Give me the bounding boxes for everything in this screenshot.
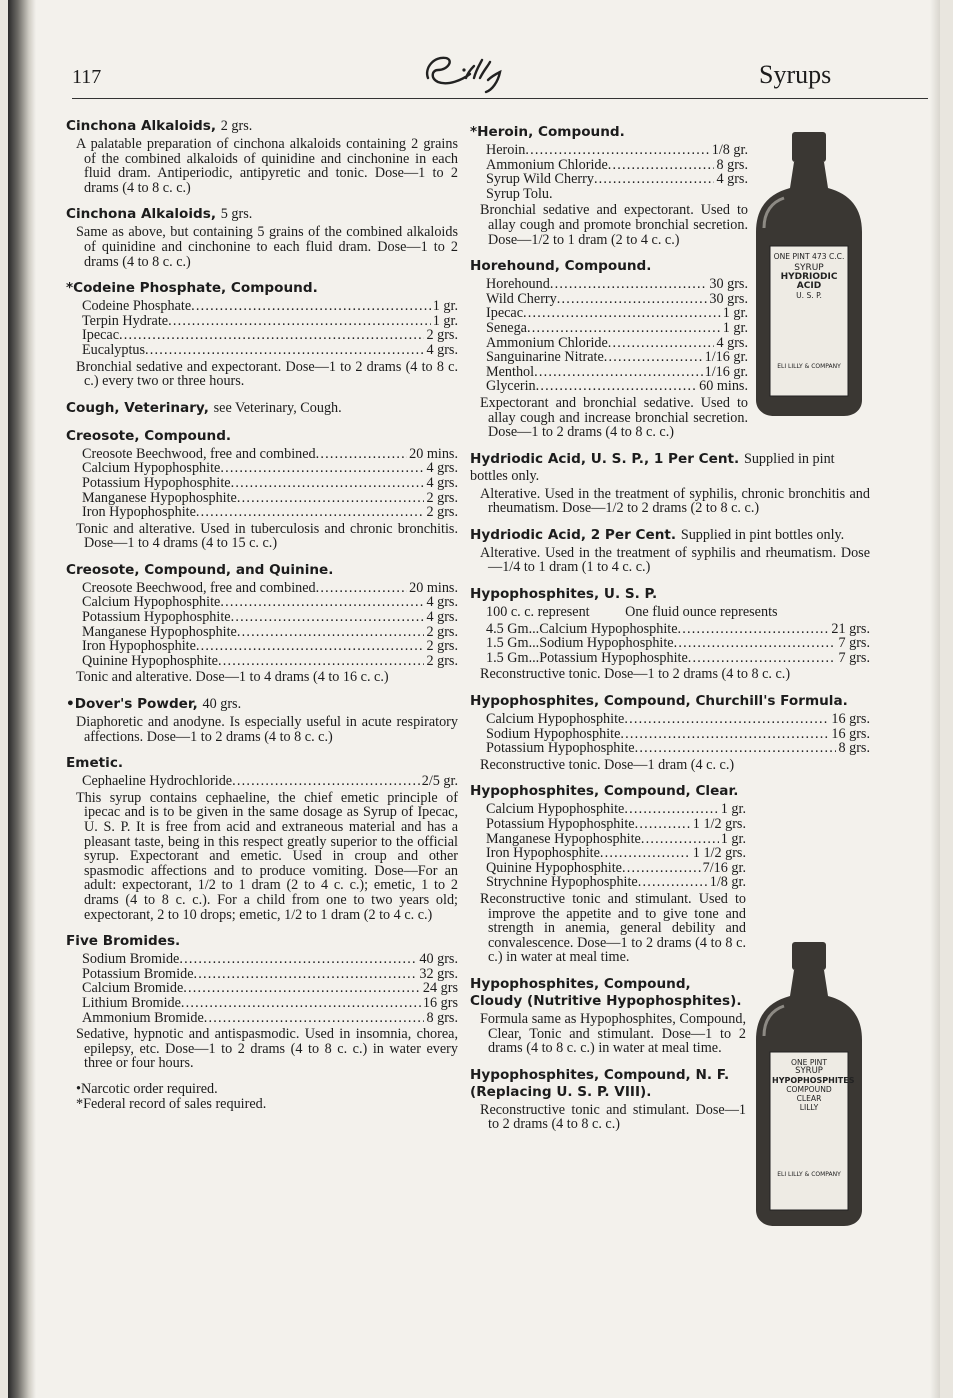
- product-title: [470, 451, 870, 485]
- ingredient-row: [82, 952, 458, 967]
- dot-leader: [635, 817, 691, 832]
- dot-leader: [119, 328, 424, 343]
- product-title: [66, 118, 458, 135]
- ingredient-row: [82, 981, 458, 996]
- product-title-note: Supplied in pint bottles only.: [470, 450, 835, 484]
- ingredient-amount: 4 grs.: [426, 475, 458, 491]
- product-title: [66, 696, 458, 713]
- product-title: [66, 400, 458, 417]
- ingredient-amount: 16 grs: [422, 995, 458, 1011]
- formula-preamble: 100 c. c. represent One fluid ounce represents: [486, 604, 778, 621]
- ingredient-row: [82, 1011, 458, 1026]
- dot-leader: [624, 712, 829, 727]
- ingredient-amount: 24 grs: [422, 981, 458, 996]
- product-name: Cough, Veterinary,: [66, 399, 209, 416]
- ingredient-name: 1.5 Gm...Sodium Hypophosphite: [486, 636, 674, 651]
- product-name: Hypophosphites, U. S. P.: [470, 586, 658, 603]
- dot-leader: [196, 639, 425, 654]
- dot-leader: [534, 365, 703, 380]
- bottle-label-line: ELI LILLY & COMPANY: [777, 1171, 841, 1178]
- bottle-hypophosphites: [750, 938, 868, 1228]
- dot-leader: [635, 741, 837, 756]
- ingredient-row: [82, 299, 458, 314]
- ingredient-name: Wild Cherry: [486, 291, 557, 307]
- product-name: Creosote, Compound.: [66, 427, 232, 444]
- ingredient-row: [82, 581, 458, 596]
- product-description: Expectorant and bronchial sedative. Used to allay cough and increase bronchial secretion. Dose—1 to 2 drams (4 to 8 c. c.): [480, 394, 748, 441]
- ingredient-amount: 2 grs.: [426, 624, 458, 640]
- ingredient-amount: 30 grs.: [709, 291, 748, 307]
- product-name: Hypophosphites, Compound, Cloudy (Nutritive Hypophosphites).: [470, 975, 742, 1009]
- ingredient-amount: 1 gr.: [432, 313, 458, 329]
- ingredient-amount: 2 grs.: [426, 328, 458, 343]
- ingredient-list: [66, 581, 458, 669]
- ingredient-row: [486, 277, 748, 292]
- ingredient-row: [82, 595, 458, 610]
- ingredient-amount: 2 grs.: [426, 653, 458, 669]
- product-title-note: 5 grs.: [220, 206, 253, 223]
- dot-leader: [604, 350, 703, 365]
- ingredient-amount: 4 grs.: [426, 342, 458, 358]
- dot-leader: [220, 461, 424, 476]
- ingredient-name: Ammonium Bromide: [82, 1010, 204, 1026]
- ingredient-name: Strychnine Hypophosphite: [486, 875, 638, 890]
- ingredient-row: [82, 343, 458, 358]
- product-entry: [470, 124, 748, 247]
- ingredient-name: Eucalyptus: [82, 342, 146, 358]
- ingredient-list: [66, 299, 458, 357]
- ingredient-amount: 7/16 gr.: [702, 860, 746, 876]
- product-entry: [470, 693, 870, 772]
- product-title: [470, 976, 746, 1010]
- ingredient-name: Glycerin: [486, 379, 536, 394]
- ingredient-row: [82, 639, 458, 654]
- product-description: Alterative. Used in the treatment of syphilis and rheumatism. Dose—1/4 to 1 dram (1 to 4 c. c.): [480, 544, 870, 576]
- ingredient-name: Syrup Wild Cherry: [486, 172, 594, 187]
- bottle-label-line: HYDRIODIC ACID: [780, 272, 838, 291]
- ingredient-name: Calcium Hypophosphite: [82, 595, 221, 611]
- dot-leader: [196, 505, 425, 520]
- page-number: 117: [72, 66, 102, 88]
- ingredient-name: Iron Hypophosphite: [82, 639, 196, 654]
- ingredient-name: Ammonium Chloride: [486, 157, 608, 173]
- bottle-label: [772, 252, 846, 371]
- product-description: Reconstructive tonic and stimulant. Dose—1 to 2 drams (4 to 8 c. c.): [480, 1101, 746, 1133]
- ingredient-name: 1.5 Gm...Potassium Hypophosphite: [486, 650, 688, 666]
- ingredient-amount: 1 gr.: [720, 802, 746, 817]
- product-name: Cinchona Alkaloids,: [66, 118, 217, 134]
- product-title: [470, 1067, 746, 1101]
- dot-leader: [181, 996, 421, 1011]
- bottle-hydriodic-acid: [750, 128, 868, 418]
- product-title-note: 2 grs.: [220, 118, 253, 134]
- product-name: *Codeine Phosphate, Compound.: [66, 280, 318, 297]
- dot-leader: [620, 727, 829, 742]
- book-spine-shadow: [8, 0, 36, 1398]
- product-description: Sedative, hypnotic and antispasmodic. Used in insomnia, chorea, epilepsy, etc. Dose—1 to 2 drams (4 to 8 c. c.) in water every three or four hours.: [76, 1026, 458, 1072]
- product-title: [470, 527, 870, 544]
- ingredient-row: [486, 321, 748, 336]
- ingredient-name: Quinine Hypophosphite: [82, 653, 218, 669]
- ingredient-row: [486, 306, 748, 321]
- ingredient-name: Heroin: [486, 143, 526, 158]
- ingredient-name: Creosote Beechwood, free and combined: [82, 580, 316, 596]
- ingredient-row: [486, 622, 870, 637]
- product-description: Alterative. Used in the treatment of syphilis, chronic bronchitis and rheumatism. Dose—1/2 to 2 drams (2 to 8 c. c.): [480, 485, 870, 517]
- ingredient-amount: 4 grs.: [426, 461, 458, 476]
- product-title: [470, 693, 870, 710]
- product-name: Emetic.: [66, 755, 124, 772]
- product-title: [470, 586, 870, 603]
- ingredient-name: Manganese Hypophosphite: [82, 624, 237, 640]
- ingredient-name: Lithium Bromide: [82, 995, 181, 1011]
- ingredient-name: Manganese Hypophosphite: [486, 831, 641, 847]
- dot-leader: [523, 306, 721, 321]
- product-entry: [470, 527, 870, 575]
- dot-leader: [237, 625, 425, 640]
- product-title-note: 40 grs.: [202, 696, 242, 713]
- bottle-label-line: COMPOUND: [786, 1085, 832, 1094]
- dot-leader: [179, 952, 417, 967]
- ingredient-row: [82, 774, 458, 789]
- bottle-label-line: U. S. P.: [796, 291, 822, 300]
- ingredient-amount: 30 grs.: [709, 277, 748, 292]
- dot-leader: [145, 343, 424, 358]
- product-name: Hydriodic Acid, U. S. P., 1 Per Cent.: [470, 450, 740, 467]
- footnotes: [66, 1082, 458, 1111]
- ingredient-amount: 8 grs.: [716, 157, 748, 173]
- product-name: Hypophosphites, Compound, Churchill's Formula.: [470, 693, 848, 710]
- product-description: Bronchial sedative and expectorant. Dose—1 to 2 drams (4 to 8 c. c.) every two or three hours.: [76, 358, 458, 390]
- ingredient-amount: 2 grs.: [426, 639, 458, 654]
- ingredient-amount: 2 grs.: [426, 490, 458, 506]
- ingredient-name: Calcium Hypophosphite: [82, 461, 221, 476]
- dot-leader: [594, 172, 715, 187]
- product-title: [66, 933, 458, 950]
- product-entry: [470, 451, 870, 516]
- dot-leader: [608, 158, 715, 173]
- ingredient-row: [82, 328, 458, 343]
- product-title: [66, 206, 458, 223]
- ingredient-name: Ipecac: [82, 328, 120, 343]
- ingredient-row: [486, 187, 748, 202]
- ingredient-name: Manganese Hypophosphite: [82, 490, 237, 506]
- ingredient-amount: 4 grs.: [426, 595, 458, 611]
- product-name: Hydriodic Acid, 2 Per Cent.: [470, 526, 677, 543]
- ingredient-row: [486, 336, 748, 351]
- product-entry: [66, 400, 458, 417]
- dot-leader: [316, 581, 408, 596]
- ingredient-name: Codeine Phosphate: [82, 299, 192, 314]
- dot-leader: [550, 277, 708, 292]
- product-entry: [66, 933, 458, 1071]
- product-entry: [66, 428, 458, 551]
- ingredient-amount: 1/16 gr.: [704, 350, 748, 365]
- dot-leader: [525, 143, 709, 158]
- ingredient-row: [486, 292, 748, 307]
- product-title: [470, 783, 746, 800]
- bottle-label-line: SYRUP: [794, 263, 824, 273]
- product-entry: [470, 1067, 746, 1132]
- product-entry: [470, 976, 746, 1056]
- product-entry: [66, 562, 458, 685]
- ingredient-amount: 21 grs.: [831, 621, 870, 637]
- dot-leader: [608, 336, 715, 351]
- ingredient-name: Senega: [486, 320, 527, 336]
- ingredient-row: [82, 996, 458, 1011]
- ingredient-name: Ipecac: [486, 306, 524, 321]
- ingredient-row: [486, 636, 870, 651]
- bottle-label-line: CLEAR: [796, 1094, 822, 1103]
- ingredient-amount: 2/5 gr.: [421, 774, 458, 789]
- product-entry: [66, 206, 458, 269]
- ingredient-amount: 1 gr.: [720, 831, 746, 847]
- product-entry: [66, 696, 458, 744]
- dot-leader: [220, 595, 424, 610]
- ingredient-row: [486, 817, 746, 832]
- ingredient-row: [486, 712, 870, 727]
- ingredient-row: [82, 654, 458, 669]
- ingredient-list: [470, 712, 870, 756]
- product-description: Tonic and alterative. Dose—1 to 4 drams (4 to 16 c. c.): [76, 669, 389, 686]
- ingredient-name: Ammonium Chloride: [486, 335, 608, 351]
- product-entry: [470, 783, 746, 965]
- ingredient-amount: 2 grs.: [426, 505, 458, 520]
- dot-leader: [536, 379, 697, 394]
- product-title-note: Supplied in pint bottles only.: [680, 526, 845, 543]
- product-title: [66, 562, 458, 579]
- product-description: Formula same as Hypophosphites, Compound, Clear, Tonic and stimulant. Dose—1 to 2 drams (4 to 8 c. c.) in water at meal time.: [480, 1010, 746, 1057]
- product-entry: [470, 586, 870, 682]
- product-name: Creosote, Compound, and Quinine.: [66, 561, 334, 578]
- ingredient-amount: 1 1/2 grs.: [692, 846, 746, 861]
- ingredient-name: Potassium Bromide: [82, 966, 194, 982]
- product-description: Same as above, but containing 5 grains of the combined alkaloids of quinidine and cinchonine to each fluid dram. Dose—1 to 2 drams (4 to 8 c. c.): [76, 224, 458, 270]
- dot-leader: [168, 314, 431, 329]
- bottle-label-line: ONE PINT 473 C.C.: [773, 252, 845, 261]
- dot-leader: [237, 491, 425, 506]
- ingredient-row: [486, 727, 870, 742]
- ingredient-amount: 16 grs.: [831, 726, 870, 742]
- ingredient-amount: 8 grs.: [838, 741, 870, 756]
- ingredient-row: [82, 461, 458, 476]
- product-name: Cinchona Alkaloids,: [66, 206, 217, 223]
- dot-leader: [191, 299, 431, 314]
- section-title: Syrups: [759, 60, 832, 89]
- ingredient-name: Potassium Hypophosphite: [486, 741, 635, 756]
- product-name: Horehound, Compound.: [470, 258, 652, 275]
- ingredient-row: [82, 476, 458, 491]
- ingredient-name: Sodium Hypophosphite: [486, 726, 621, 742]
- ingredient-amount: 1/8 gr.: [711, 143, 748, 158]
- dot-leader: [641, 832, 719, 847]
- ingredient-row: [82, 491, 458, 506]
- product-description: Reconstructive tonic. Dose—1 dram (4 c. c.): [480, 756, 735, 773]
- ingredient-name: 4.5 Gm...Calcium Hypophosphite: [486, 621, 678, 637]
- ingredient-list: [470, 802, 746, 890]
- ingredient-amount: 40 grs.: [419, 952, 458, 967]
- ingredient-row: [486, 861, 746, 876]
- ingredient-amount: 1/16 gr.: [704, 364, 748, 380]
- bottle-label-line: ONE PINT: [790, 1058, 827, 1067]
- ingredient-name: Terpin Hydrate: [82, 313, 169, 329]
- left-column: [66, 118, 458, 1111]
- product-title: [66, 280, 458, 297]
- ingredient-name: Potassium Hypophosphite: [82, 610, 231, 625]
- ingredient-row: [486, 832, 746, 847]
- ingredient-list: [470, 143, 748, 201]
- ingredient-row: [82, 625, 458, 640]
- dot-leader: [600, 846, 691, 861]
- ingredient-row: [486, 158, 748, 173]
- ingredient-name: Iron Hypophosphite: [486, 846, 600, 861]
- dot-leader: [638, 875, 708, 890]
- ingredient-name: Creosote Beechwood, free and combined: [82, 446, 316, 462]
- ingredient-name: Calcium Bromide: [82, 981, 184, 996]
- page-header: [8, 0, 940, 110]
- ingredient-row: [486, 143, 748, 158]
- ingredient-amount: 16 grs.: [831, 712, 870, 727]
- ingredient-name: Cephaeline Hydrochloride: [82, 774, 233, 789]
- product-description: Diaphoretic and anodyne. Is especially useful in acute respiratory affections. Dose—1 to 2 drams (4 to 8 c. c.): [76, 714, 458, 745]
- ingredient-amount: 7 grs.: [838, 636, 870, 651]
- bottle-label-line: HYPOPHOSPHITES: [772, 1076, 855, 1085]
- product-title-note: see Veterinary, Cough.: [213, 399, 342, 416]
- page-edge: [930, 0, 940, 1398]
- ingredient-row: [486, 875, 746, 890]
- ingredient-list: [470, 277, 748, 394]
- ingredient-amount: 32 grs.: [419, 966, 458, 982]
- ingredient-row: [82, 314, 458, 329]
- ingredient-row: [82, 447, 458, 462]
- product-name: Five Bromides.: [66, 933, 181, 950]
- ingredient-row: [486, 651, 870, 666]
- ingredient-amount: 1 1/2 grs.: [692, 817, 746, 832]
- ingredient-row: [82, 610, 458, 625]
- product-entry: [66, 755, 458, 922]
- ingredient-name: Potassium Hypophosphite: [486, 817, 635, 832]
- footnote: •Narcotic order required.: [76, 1080, 218, 1097]
- bottle-label-line: ELI LILLY & COMPANY: [777, 363, 841, 370]
- product-description: Reconstructive tonic and stimulant. Used to improve the appetite and to give tone and strength in anemia, general debility and convalescence. Dose—1 to 2 drams (4 to 8 c. c.) in water at meal time.: [480, 890, 746, 966]
- ingredient-amount: 1 gr.: [722, 320, 748, 336]
- dot-leader: [688, 651, 837, 666]
- ingredient-name: Iron Hypophosphite: [82, 505, 196, 520]
- product-name: Hypophosphites, Compound, N. F. (Replacing U. S. P. VIII).: [470, 1066, 730, 1100]
- product-description: This syrup contains cephaeline, the chief emetic principle of ipecac and is to be given in the same dosage as Syrup of Ipecac, U. S. P. It is free from acid and extraneous material and has a pleasant taste, being in this respect greatly superior to the official syrup. Expectorant and emetic. Used in croup and other spasmodic affections and to produce vomiting. Dose—For an adult: expectorant, 1/2 to 1 dram (2 to 4 c. c.); emetic, 1 to 2 drams (4 to 8 c. c.). For a child from one to two years old; expectorant, 2 to 10 drops; emetic, 1/2 to 1 dram (2 to 4 c. c.): [76, 789, 458, 923]
- product-description: A palatable preparation of cinchona alkaloids containing 2 grains of the combined alkaloids of quinidine and cinchonine in each fluid dram. Antiperiodic, antipyretic and tonic. Dose—1 to 2 drams (4 to 8 c. c.): [76, 136, 458, 196]
- dot-leader: [557, 292, 708, 307]
- ingredient-amount: 8 grs.: [426, 1010, 458, 1026]
- ingredient-amount: 7 grs.: [838, 650, 870, 666]
- ingredient-name: Syrup Tolu.: [486, 186, 553, 202]
- product-description: Tonic and alterative. Used in tuberculosis and chronic bronchitis. Dose—1 to 4 drams (4 to 15 c. c.): [76, 520, 458, 552]
- ingredient-amount: 1 gr.: [432, 299, 458, 314]
- ingredient-amount: 60 mins.: [699, 379, 748, 394]
- bottle-label: [772, 1058, 855, 1179]
- ingredient-list: [66, 774, 458, 789]
- header-rule: [72, 98, 928, 99]
- ingredient-amount: 20 mins.: [409, 446, 458, 462]
- ingredient-list: [66, 447, 458, 520]
- ingredient-amount: 1 gr.: [722, 306, 748, 321]
- dot-leader: [194, 967, 418, 982]
- dot-leader: [624, 802, 718, 817]
- dot-leader: [183, 981, 421, 996]
- ingredient-name: Quinine Hypophosphite: [486, 860, 622, 876]
- ingredient-name: Sodium Bromide: [82, 952, 180, 967]
- dot-leader: [622, 861, 701, 876]
- ingredient-row: [486, 802, 746, 817]
- ingredient-list: [66, 952, 458, 1025]
- ingredient-list: [470, 622, 870, 666]
- dot-leader: [204, 1011, 425, 1026]
- dot-leader: [231, 476, 425, 491]
- footnote: *Federal record of sales required.: [76, 1095, 267, 1112]
- ingredient-name: Menthol: [486, 364, 535, 380]
- dot-leader: [678, 622, 830, 637]
- ingredient-row: [486, 350, 748, 365]
- catalog-page: [8, 0, 940, 1398]
- ingredient-name: Horehound: [486, 277, 550, 292]
- ingredient-amount: 1/8 gr.: [709, 875, 746, 890]
- ingredient-row: [486, 379, 748, 394]
- product-entry: [66, 280, 458, 389]
- product-description: Reconstructive tonic. Dose—1 to 2 drams (4 to 8 c. c.): [480, 666, 791, 683]
- product-title: [66, 755, 458, 772]
- product-name: Hypophosphites, Compound, Clear.: [470, 783, 739, 800]
- ingredient-name: Potassium Hypophosphite: [82, 475, 231, 491]
- ingredient-row: [486, 846, 746, 861]
- product-title: [470, 124, 748, 141]
- ingredient-row: [486, 172, 748, 187]
- product-name: •Dover's Powder,: [66, 696, 198, 713]
- ingredient-row: [486, 741, 870, 756]
- ingredient-row: [82, 967, 458, 982]
- dot-leader: [674, 636, 837, 651]
- product-entry: [470, 258, 748, 440]
- ingredient-amount: 20 mins.: [409, 580, 458, 596]
- dot-leader: [316, 447, 408, 462]
- bottle-label-line: LILLY: [799, 1103, 819, 1112]
- ingredient-amount: 4 grs.: [716, 335, 748, 351]
- ingredient-name: Sanguinarine Nitrate: [486, 350, 604, 365]
- dot-leader: [218, 654, 425, 669]
- product-description: Bronchial sedative and expectorant. Used to allay cough and promote bronchial secretion. Dose—1/2 to 1 dram (2 to 4 c. c.): [480, 202, 748, 248]
- bottle-label-line: SYRUP: [795, 1066, 823, 1076]
- ingredient-amount: 4 grs.: [426, 610, 458, 625]
- product-title: [66, 428, 458, 445]
- product-title: [470, 258, 748, 275]
- ingredient-amount: 4 grs.: [716, 172, 748, 187]
- dot-leader: [232, 774, 420, 789]
- product-name: *Heroin, Compound.: [470, 124, 625, 140]
- dot-leader: [527, 321, 721, 336]
- product-entry: [66, 118, 458, 195]
- lilly-logo: [418, 48, 508, 94]
- ingredient-name: Calcium Hypophosphite: [486, 712, 625, 727]
- ingredient-name: Calcium Hypophosphite: [486, 802, 625, 817]
- ingredient-row: [486, 365, 748, 380]
- ingredient-row: [82, 505, 458, 520]
- dot-leader: [231, 610, 425, 625]
